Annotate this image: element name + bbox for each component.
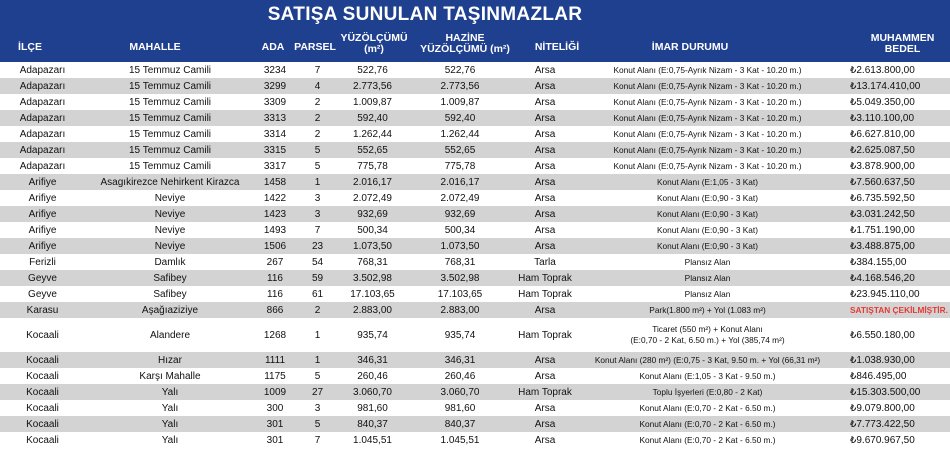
cell-hazine-yuzolcumu: 2.883,00 [405, 302, 515, 318]
cell-ada: 1506 [255, 238, 295, 254]
cell-niteligi: Arsa [515, 142, 575, 158]
cell-parsel: 5 [295, 142, 340, 158]
cell-imar-durumu: Konut Alanı (E:0,90 - 3 Kat) [575, 206, 840, 222]
cell-ada: 1268 [255, 318, 295, 352]
cell-niteligi: Arsa [515, 126, 575, 142]
cell-ada: 1111 [255, 352, 295, 368]
cell-muhammen-bedel: ₺13.174.410,00 [840, 78, 950, 94]
cell-imar-durumu: Konut Alanı (E:0,75-Ayrık Nizam - 3 Kat - 10.20 m.) [575, 78, 840, 94]
cell-parsel: 3 [295, 190, 340, 206]
cell-yuzolcumu: 552,65 [340, 142, 405, 158]
cell-niteligi: Ham Toprak [515, 286, 575, 302]
cell-niteligi: Tarla [515, 254, 575, 270]
cell-yuzolcumu: 2.883,00 [340, 302, 405, 318]
table-row [0, 432, 950, 448]
cell-ada: 3315 [255, 142, 295, 158]
cell-ilce: Geyve [0, 270, 85, 286]
cell-ilce: Adapazarı [0, 110, 85, 126]
cell-mahalle: Safibey [85, 270, 255, 286]
cell-niteligi: Arsa [515, 110, 575, 126]
cell-yuzolcumu: 1.073,50 [340, 238, 405, 254]
col-header-hazine-label: HAZİNE [445, 32, 485, 44]
cell-imar-durumu: Plansız Alan [575, 286, 840, 302]
cell-ada: 1423 [255, 206, 295, 222]
cell-niteligi: Arsa [515, 190, 575, 206]
cell-ada: 301 [255, 416, 295, 432]
cell-ilce: Adapazarı [0, 142, 85, 158]
col-header-ada [253, 36, 293, 58]
cell-muhammen-bedel: ₺6.550.180,00 [840, 318, 950, 352]
table-row [0, 384, 950, 400]
cell-mahalle: 15 Temmuz Camili [85, 126, 255, 142]
cell-yuzolcumu: 775,78 [340, 158, 405, 174]
cell-parsel: 61 [295, 286, 340, 302]
cell-muhammen-bedel: ₺846.495,00 [840, 368, 950, 384]
table-row [0, 352, 950, 368]
imar-line-2: (E:0,70 - 2 Kat, 6.50 m.) + Yol (385,74 m²) [630, 335, 785, 345]
cell-imar-durumu: Toplu İşyerleri (E:0,80 - 2 Kat) [575, 384, 840, 400]
cell-ilce: Arifiye [0, 174, 85, 190]
cell-yuzolcumu: 592,40 [340, 110, 405, 126]
cell-niteligi: Arsa [515, 222, 575, 238]
cell-mahalle: 15 Temmuz Camili [85, 62, 255, 78]
table-row [0, 190, 950, 206]
cell-mahalle: Yalı [85, 432, 255, 448]
cell-mahalle: Damlık [85, 254, 255, 270]
cell-ilce: Kocaali [0, 352, 85, 368]
cell-imar-durumu: Konut Alanı (E:0,70 - 2 Kat - 6.50 m.) [575, 416, 840, 432]
cell-ilce: Arifiye [0, 190, 85, 206]
cell-parsel: 5 [295, 416, 340, 432]
col-header-bedel [855, 30, 950, 58]
cell-ada: 3299 [255, 78, 295, 94]
cell-hazine-yuzolcumu: 522,76 [405, 62, 515, 78]
cell-hazine-yuzolcumu: 1.073,50 [405, 238, 515, 254]
col-header-ilce [0, 36, 60, 58]
cell-mahalle: Neviye [85, 238, 255, 254]
cell-muhammen-bedel: ₺9.670.967,50 [840, 432, 950, 448]
cell-ilce: Karasu [0, 302, 85, 318]
cell-mahalle: Karşı Mahalle [85, 368, 255, 384]
cell-imar-durumu: Konut Alanı (E:0,75-Ayrık Nizam - 3 Kat - 10.20 m.) [575, 158, 840, 174]
cell-parsel: 5 [295, 158, 340, 174]
col-header-mahalle-label: MAHALLE [129, 40, 181, 53]
cell-niteligi: Arsa [515, 174, 575, 190]
cell-imar-durumu: Plansız Alan [575, 254, 840, 270]
cell-mahalle: Aşağıaziziye [85, 302, 255, 318]
table-row [0, 158, 950, 174]
cell-ilce: Kocaali [0, 384, 85, 400]
table-row [0, 78, 950, 94]
cell-yuzolcumu: 3.502,98 [340, 270, 405, 286]
cell-ilce: Adapazarı [0, 94, 85, 110]
cell-parsel: 2 [295, 126, 340, 142]
table-row [0, 222, 950, 238]
table-row [0, 254, 950, 270]
cell-yuzolcumu: 1.262,44 [340, 126, 405, 142]
cell-muhammen-bedel: ₺2.613.800,00 [840, 62, 950, 78]
cell-ada: 3309 [255, 94, 295, 110]
cell-yuzolcumu: 981,60 [340, 400, 405, 416]
table-header [0, 0, 950, 62]
cell-mahalle: 15 Temmuz Camili [85, 78, 255, 94]
cell-hazine-yuzolcumu: 981,60 [405, 400, 515, 416]
cell-parsel: 1 [295, 318, 340, 352]
cell-mahalle: Safibey [85, 286, 255, 302]
cell-niteligi: Ham Toprak [515, 384, 575, 400]
cell-ada: 1493 [255, 222, 295, 238]
table-row [0, 126, 950, 142]
cell-niteligi: Arsa [515, 416, 575, 432]
cell-imar-durumu: Konut Alanı (E:0,75-Ayrık Nizam - 3 Kat - 10.20 m.) [575, 110, 840, 126]
cell-muhammen-bedel: ₺3.110.100,00 [840, 110, 950, 126]
cell-parsel: 1 [295, 352, 340, 368]
cell-hazine-yuzolcumu: 1.262,44 [405, 126, 515, 142]
cell-parsel: 27 [295, 384, 340, 400]
cell-ada: 3234 [255, 62, 295, 78]
col-header-yuzolcumu-unit: (m²) [364, 43, 384, 55]
cell-ada: 1009 [255, 384, 295, 400]
cell-muhammen-bedel: ₺6.627.810,00 [840, 126, 950, 142]
cell-yuzolcumu: 1.009,87 [340, 94, 405, 110]
cell-hazine-yuzolcumu: 346,31 [405, 352, 515, 368]
col-header-hazine-unit: YÜZÖLÇÜMÜ (m²) [420, 43, 510, 55]
cell-imar-durumu: Plansız Alan [575, 270, 840, 286]
cell-mahalle: Alandere [85, 318, 255, 352]
cell-yuzolcumu: 3.060,70 [340, 384, 405, 400]
table-row [0, 368, 950, 384]
cell-parsel: 3 [295, 206, 340, 222]
cell-muhammen-bedel: ₺1.038.930,00 [840, 352, 950, 368]
cell-imar-durumu: Konut Alanı (E:0,90 - 3 Kat) [575, 190, 840, 206]
cell-hazine-yuzolcumu: 2.016,17 [405, 174, 515, 190]
cell-hazine-yuzolcumu: 17.103,65 [405, 286, 515, 302]
table-row [0, 94, 950, 110]
col-header-imar [600, 36, 780, 58]
cell-parsel: 23 [295, 238, 340, 254]
cell-muhammen-bedel: ₺5.049.350,00 [840, 94, 950, 110]
cell-niteligi: Arsa [515, 158, 575, 174]
cell-ilce: Kocaali [0, 368, 85, 384]
table-row [0, 62, 950, 78]
col-header-mahalle [85, 36, 225, 58]
cell-hazine-yuzolcumu: 775,78 [405, 158, 515, 174]
cell-ilce: Ferizli [0, 254, 85, 270]
cell-muhammen-bedel: ₺3.488.875,00 [840, 238, 950, 254]
cell-ilce: Kocaali [0, 318, 85, 352]
cell-hazine-yuzolcumu: 840,37 [405, 416, 515, 432]
withdrawn-status: SATIŞTAN ÇEKİLMİŞTİR. [840, 302, 950, 318]
col-header-niteligi-label: NİTELİĞİ [534, 40, 580, 53]
cell-mahalle: Neviye [85, 206, 255, 222]
page-title: SATIŞA SUNULAN TAŞINMAZLAR [267, 4, 583, 25]
cell-imar-durumu [575, 318, 840, 352]
cell-mahalle: Yalı [85, 416, 255, 432]
cell-ilce: Adapazarı [0, 62, 85, 78]
cell-muhammen-bedel: ₺15.303.500,00 [840, 384, 950, 400]
table-row [0, 400, 950, 416]
cell-yuzolcumu: 840,37 [340, 416, 405, 432]
cell-niteligi: Ham Toprak [515, 318, 575, 352]
cell-hazine-yuzolcumu: 2.072,49 [405, 190, 515, 206]
cell-mahalle: Yalı [85, 384, 255, 400]
cell-muhammen-bedel: ₺4.168.546,20 [840, 270, 950, 286]
cell-niteligi: Arsa [515, 302, 575, 318]
col-header-imar-label: İMAR DURUMU [651, 40, 729, 53]
cell-ilce: Kocaali [0, 432, 85, 448]
cell-niteligi: Arsa [515, 432, 575, 448]
cell-mahalle: Hızar [85, 352, 255, 368]
table-row [0, 270, 950, 286]
col-header-ada-label: ADA [261, 40, 285, 53]
cell-parsel: 5 [295, 368, 340, 384]
imar-line-1: Ticaret (550 m²) + Konut Alanı [652, 324, 763, 334]
cell-mahalle: 15 Temmuz Camili [85, 142, 255, 158]
cell-parsel: 2 [295, 110, 340, 126]
cell-mahalle: 15 Temmuz Camili [85, 110, 255, 126]
cell-hazine-yuzolcumu: 2.773,56 [405, 78, 515, 94]
cell-imar-durumu: Konut Alanı (E:0,75-Ayrık Nizam - 3 Kat - 10.20 m.) [575, 126, 840, 142]
cell-muhammen-bedel: ₺7.560.637,50 [840, 174, 950, 190]
cell-yuzolcumu: 260,46 [340, 368, 405, 384]
cell-mahalle: Neviye [85, 190, 255, 206]
cell-ilce: Adapazarı [0, 158, 85, 174]
cell-mahalle: Neviye [85, 222, 255, 238]
col-header-ilce-label: İLÇE [18, 40, 42, 53]
cell-yuzolcumu: 932,69 [340, 206, 405, 222]
cell-imar-durumu: Konut Alanı (E:0,90 - 3 Kat) [575, 222, 840, 238]
cell-imar-durumu: Konut Alanı (280 m²) (E:0,75 - 3 Kat, 9.50 m. + Yol (66,31 m²) [575, 352, 840, 368]
cell-niteligi: Arsa [515, 78, 575, 94]
cell-niteligi: Arsa [515, 238, 575, 254]
cell-parsel: 4 [295, 78, 340, 94]
table-row [0, 416, 950, 432]
cell-ada: 3317 [255, 158, 295, 174]
cell-hazine-yuzolcumu: 932,69 [405, 206, 515, 222]
cell-ada: 301 [255, 432, 295, 448]
cell-hazine-yuzolcumu: 260,46 [405, 368, 515, 384]
cell-parsel: 7 [295, 432, 340, 448]
cell-yuzolcumu: 935,74 [340, 318, 405, 352]
cell-mahalle: Asagıkirezce Nehirkent Kirazca [85, 174, 255, 190]
cell-hazine-yuzolcumu: 500,34 [405, 222, 515, 238]
cell-yuzolcumu: 1.045,51 [340, 432, 405, 448]
cell-hazine-yuzolcumu: 592,40 [405, 110, 515, 126]
cell-ilce: Arifiye [0, 206, 85, 222]
cell-niteligi: Ham Toprak [515, 270, 575, 286]
cell-hazine-yuzolcumu: 3.502,98 [405, 270, 515, 286]
cell-ada: 1422 [255, 190, 295, 206]
cell-yuzolcumu: 768,31 [340, 254, 405, 270]
table-row [0, 206, 950, 222]
cell-imar-durumu: Konut Alanı (E:0,90 - 3 Kat) [575, 238, 840, 254]
cell-muhammen-bedel: ₺2.625.087,50 [840, 142, 950, 158]
cell-parsel: 7 [295, 62, 340, 78]
cell-parsel: 2 [295, 94, 340, 110]
cell-ilce: Adapazarı [0, 126, 85, 142]
table-row [0, 302, 950, 318]
col-header-bedel-label: MUHAMMEN [870, 32, 935, 44]
col-header-parsel [290, 36, 340, 58]
cell-ada: 1175 [255, 368, 295, 384]
cell-niteligi: Arsa [515, 206, 575, 222]
cell-niteligi: Arsa [515, 94, 575, 110]
cell-mahalle: 15 Temmuz Camili [85, 158, 255, 174]
table-row [0, 286, 950, 302]
cell-yuzolcumu: 2.773,56 [340, 78, 405, 94]
cell-yuzolcumu: 522,76 [340, 62, 405, 78]
cell-ilce: Geyve [0, 286, 85, 302]
cell-niteligi: Arsa [515, 352, 575, 368]
table-row [0, 174, 950, 190]
cell-muhammen-bedel: ₺3.031.242,50 [840, 206, 950, 222]
cell-imar-durumu: Konut Alanı (E:1,05 - 3 Kat) [575, 174, 840, 190]
cell-yuzolcumu: 2.016,17 [340, 174, 405, 190]
cell-yuzolcumu: 346,31 [340, 352, 405, 368]
cell-parsel: 7 [295, 222, 340, 238]
cell-parsel: 59 [295, 270, 340, 286]
cell-ilce: Arifiye [0, 238, 85, 254]
cell-imar-durumu: Park(1.800 m²) + Yol (1.083 m²) [575, 302, 840, 318]
cell-imar-durumu: Konut Alanı (E:1,05 - 3 Kat - 9.50 m.) [575, 368, 840, 384]
cell-muhammen-bedel: ₺7.773.422,50 [840, 416, 950, 432]
cell-imar-durumu: Konut Alanı (E:0,70 - 2 Kat - 6.50 m.) [575, 432, 840, 448]
cell-ada: 3313 [255, 110, 295, 126]
cell-ilce: Kocaali [0, 416, 85, 432]
cell-ilce: Kocaali [0, 400, 85, 416]
col-header-niteligi [522, 36, 592, 58]
cell-ada: 866 [255, 302, 295, 318]
cell-yuzolcumu: 17.103,65 [340, 286, 405, 302]
cell-hazine-yuzolcumu: 1.045,51 [405, 432, 515, 448]
cell-parsel: 3 [295, 400, 340, 416]
cell-mahalle: Yalı [85, 400, 255, 416]
cell-hazine-yuzolcumu: 935,74 [405, 318, 515, 352]
table-row [0, 142, 950, 158]
col-header-hazine [410, 30, 520, 58]
cell-parsel: 1 [295, 174, 340, 190]
cell-ada: 3314 [255, 126, 295, 142]
cell-ada: 116 [255, 270, 295, 286]
cell-ada: 1458 [255, 174, 295, 190]
cell-niteligi: Arsa [515, 400, 575, 416]
cell-ilce: Adapazarı [0, 78, 85, 94]
cell-imar-durumu: Konut Alanı (E:0,75-Ayrık Nizam - 3 Kat - 10.20 m.) [575, 142, 840, 158]
cell-niteligi: Arsa [515, 368, 575, 384]
cell-muhammen-bedel: ₺384.155,00 [840, 254, 950, 270]
cell-niteligi: Arsa [515, 62, 575, 78]
cell-hazine-yuzolcumu: 552,65 [405, 142, 515, 158]
col-header-parsel-label: PARSEL [294, 40, 336, 53]
table-row [0, 110, 950, 126]
properties-table [0, 62, 950, 448]
col-header-yuzolcumu [338, 30, 410, 58]
cell-hazine-yuzolcumu: 768,31 [405, 254, 515, 270]
cell-ada: 116 [255, 286, 295, 302]
table-row [0, 318, 950, 352]
table-row [0, 238, 950, 254]
cell-parsel: 54 [295, 254, 340, 270]
cell-muhammen-bedel: ₺3.878.900,00 [840, 158, 950, 174]
cell-hazine-yuzolcumu: 3.060,70 [405, 384, 515, 400]
cell-imar-durumu: Konut Alanı (E:0,75-Ayrık Nizam - 3 Kat - 10.20 m.) [575, 94, 840, 110]
col-header-yuzolcumu-label: YÜZÖLÇÜMÜ [340, 32, 408, 44]
cell-parsel: 2 [295, 302, 340, 318]
cell-ada: 300 [255, 400, 295, 416]
cell-muhammen-bedel: ₺6.735.592,50 [840, 190, 950, 206]
cell-imar-durumu: Konut Alanı (E:0,70 - 2 Kat - 6.50 m.) [575, 400, 840, 416]
cell-imar-durumu: Konut Alanı (E:0,75-Ayrık Nizam - 3 Kat - 10.20 m.) [575, 62, 840, 78]
cell-mahalle: 15 Temmuz Camili [85, 94, 255, 110]
cell-ilce: Arifiye [0, 222, 85, 238]
cell-muhammen-bedel: ₺9.079.800,00 [840, 400, 950, 416]
cell-muhammen-bedel: ₺23.945.110,00 [840, 286, 950, 302]
col-header-bedel-label-2: BEDEL [884, 43, 921, 55]
cell-yuzolcumu: 500,34 [340, 222, 405, 238]
cell-muhammen-bedel: ₺1.751.190,00 [840, 222, 950, 238]
cell-ada: 267 [255, 254, 295, 270]
cell-hazine-yuzolcumu: 1.009,87 [405, 94, 515, 110]
cell-yuzolcumu: 2.072,49 [340, 190, 405, 206]
